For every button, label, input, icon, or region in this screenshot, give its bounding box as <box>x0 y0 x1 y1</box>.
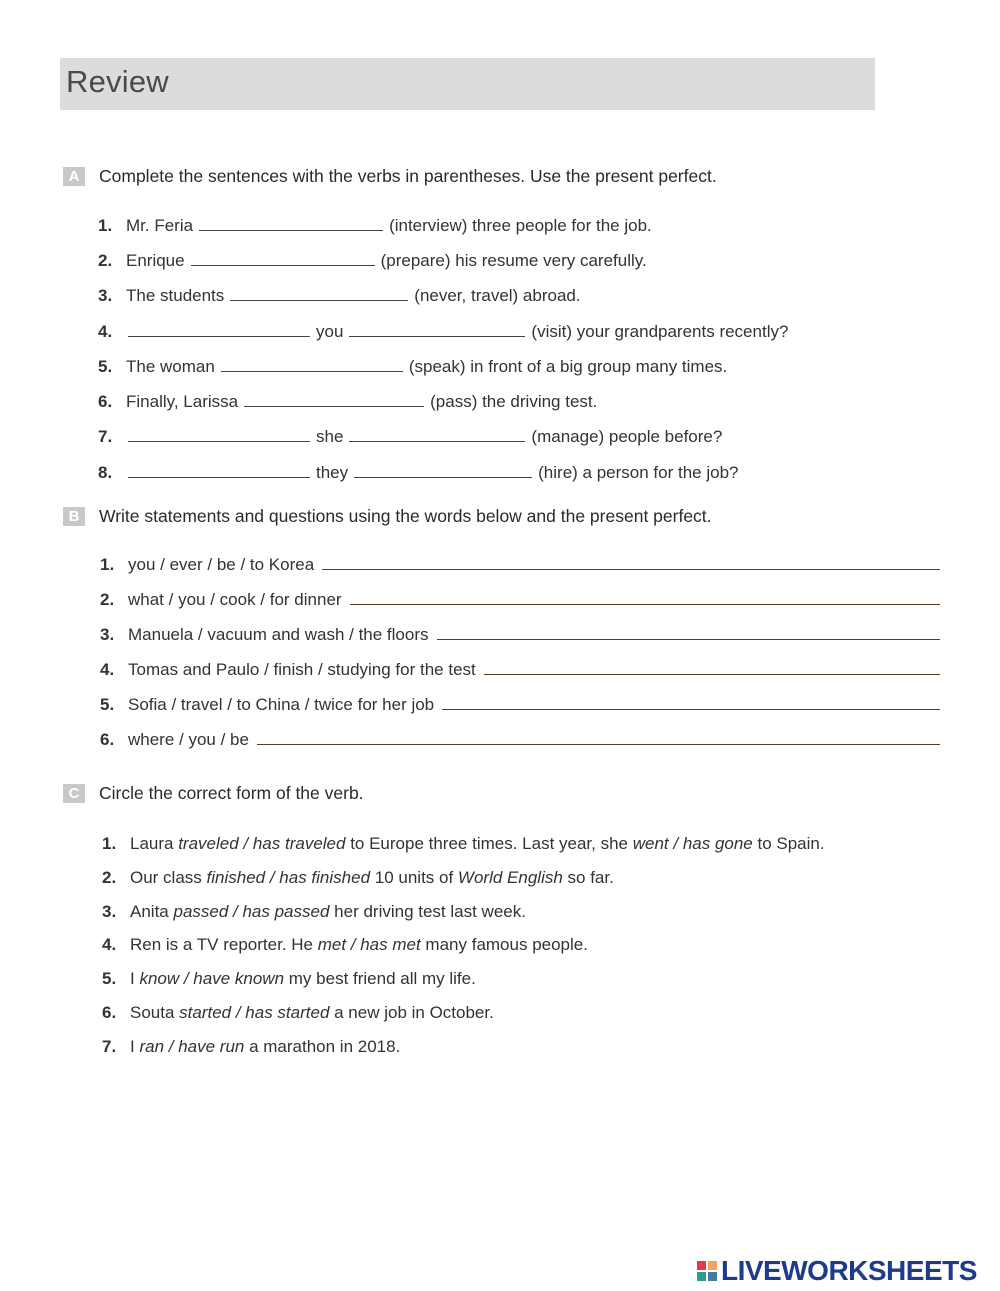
answer-line[interactable] <box>442 709 940 710</box>
item-text: I <box>130 1037 140 1056</box>
c-item-1 <box>102 828 825 854</box>
item-text: so far. <box>562 868 614 887</box>
verb-choice[interactable]: met / has met <box>317 935 421 954</box>
answer-line[interactable] <box>437 639 941 640</box>
item-text: Finally, Larissa <box>126 392 239 411</box>
c-item-3 <box>102 896 526 922</box>
verb-choice[interactable]: know / have known <box>139 969 285 988</box>
b-item-5 <box>100 689 940 715</box>
logo-text: LIVEWORKSHEETS <box>721 1255 977 1286</box>
answer-line[interactable] <box>257 744 940 745</box>
item-text: Our class <box>130 868 207 887</box>
verb-choice[interactable]: finished / has finished <box>206 868 371 887</box>
item-number: 6. <box>100 730 115 749</box>
section-c-heading <box>63 780 364 806</box>
a-item-2 <box>98 245 647 271</box>
b-item-4 <box>100 654 940 680</box>
answer-blank[interactable] <box>349 336 525 337</box>
answer-blank[interactable] <box>191 265 375 266</box>
verb-choice[interactable]: started / has started <box>179 1003 330 1022</box>
section-c-badge: C <box>63 784 85 803</box>
section-a-instruction: Complete the sentences with the verbs in parentheses. Use the present perfect. <box>99 165 717 186</box>
item-number: 3. <box>100 625 115 644</box>
verb-choice[interactable]: traveled / has traveled <box>178 834 346 853</box>
item-text: (pass) the driving test. <box>430 392 598 411</box>
item-text: where / you / be <box>128 730 249 749</box>
section-a-badge: A <box>63 167 85 186</box>
section-b-badge: B <box>63 507 85 526</box>
item-text: to Spain. <box>752 834 825 853</box>
answer-line[interactable] <box>350 604 940 605</box>
item-number: 2. <box>98 251 113 270</box>
answer-line[interactable] <box>484 674 940 675</box>
item-text: (prepare) his resume very carefully. <box>380 251 647 270</box>
item-number: 2. <box>100 590 115 609</box>
item-text: Mr. Feria <box>126 216 194 235</box>
item-number: 7. <box>98 427 113 446</box>
item-text: a new job in October. <box>329 1003 494 1022</box>
item-number: 1. <box>100 555 115 574</box>
answer-blank[interactable] <box>199 230 383 231</box>
a-item-5 <box>98 351 727 377</box>
item-text: Manuela / vacuum and wash / the floors <box>128 625 429 644</box>
item-text: Ren is a TV reporter. He <box>130 935 318 954</box>
review-header-bar <box>60 58 875 110</box>
item-number: 4. <box>98 322 113 341</box>
liveworksheets-logo <box>697 1256 977 1286</box>
verb-choice[interactable]: went / has gone <box>632 834 753 853</box>
item-number: 5. <box>100 695 115 714</box>
item-number: 7. <box>102 1037 117 1056</box>
c-item-2 <box>102 862 614 888</box>
answer-blank[interactable] <box>349 441 525 442</box>
c-item-4 <box>102 929 588 955</box>
a-item-8 <box>98 457 738 483</box>
answer-blank[interactable] <box>244 406 424 407</box>
answer-blank[interactable] <box>128 477 310 478</box>
item-number: 3. <box>102 902 117 921</box>
item-text: (hire) a person for the job? <box>538 463 739 482</box>
answer-line[interactable] <box>322 569 940 570</box>
item-text: she <box>316 427 344 446</box>
item-text: to Europe three times. Last year, she <box>345 834 633 853</box>
section-a-heading <box>63 163 717 189</box>
item-number: 1. <box>102 834 117 853</box>
item-text: 10 units of <box>370 868 458 887</box>
item-text: many famous people. <box>420 935 588 954</box>
verb-choice[interactable]: World English <box>457 868 563 887</box>
b-item-3 <box>100 619 940 645</box>
c-item-6 <box>102 997 494 1023</box>
item-text: The woman <box>126 357 215 376</box>
item-number: 1. <box>98 216 113 235</box>
item-number: 6. <box>102 1003 117 1022</box>
b-item-6 <box>100 724 940 750</box>
item-text: what / you / cook / for dinner <box>128 590 342 609</box>
b-item-2 <box>100 584 940 610</box>
answer-blank[interactable] <box>221 371 403 372</box>
item-number: 4. <box>100 660 115 679</box>
answer-blank[interactable] <box>128 336 310 337</box>
item-text: (never, travel) abroad. <box>414 286 581 305</box>
logo-cubes-icon <box>697 1261 717 1281</box>
item-text: you <box>316 322 344 341</box>
answer-blank[interactable] <box>354 477 532 478</box>
item-text: Enrique <box>126 251 185 270</box>
item-text: (speak) in front of a big group many times. <box>408 357 728 376</box>
item-number: 4. <box>102 935 117 954</box>
item-number: 3. <box>98 286 113 305</box>
c-item-7 <box>102 1031 400 1057</box>
item-text: (manage) people before? <box>531 427 723 446</box>
item-text: (visit) your grandparents recently? <box>531 322 789 341</box>
item-number: 5. <box>102 969 117 988</box>
item-text: Laura <box>130 834 179 853</box>
item-text: Tomas and Paulo / finish / studying for the test <box>128 660 476 679</box>
item-text: they <box>316 463 349 482</box>
verb-choice[interactable]: passed / has passed <box>173 902 330 921</box>
a-item-4 <box>98 316 788 342</box>
answer-blank[interactable] <box>230 300 408 301</box>
a-item-1 <box>98 210 652 236</box>
item-text: I <box>130 969 140 988</box>
b-item-1 <box>100 549 940 575</box>
item-text: you / ever / be / to Korea <box>128 555 315 574</box>
section-b-heading <box>63 503 712 529</box>
item-number: 2. <box>102 868 117 887</box>
item-text: a marathon in 2018. <box>244 1037 401 1056</box>
a-item-7 <box>98 421 722 447</box>
a-item-6 <box>98 386 597 412</box>
item-text: The students <box>126 286 225 305</box>
section-b-instruction: Write statements and questions using the words below and the present perfect. <box>99 505 712 526</box>
a-item-3 <box>98 280 581 306</box>
c-item-5 <box>102 963 476 989</box>
item-number: 8. <box>98 463 113 482</box>
item-number: 6. <box>98 392 113 411</box>
verb-choice[interactable]: ran / have run <box>139 1037 245 1056</box>
item-text: her driving test last week. <box>329 902 526 921</box>
item-number: 5. <box>98 357 113 376</box>
item-text: my best friend all my life. <box>284 969 476 988</box>
item-text: (interview) three people for the job. <box>389 216 652 235</box>
answer-blank[interactable] <box>128 441 310 442</box>
page-title: Review <box>66 64 169 99</box>
section-c-instruction: Circle the correct form of the verb. <box>99 782 364 803</box>
item-text: Anita <box>130 902 174 921</box>
item-text: Souta <box>130 1003 180 1022</box>
item-text: Sofia / travel / to China / twice for her job <box>128 695 435 714</box>
